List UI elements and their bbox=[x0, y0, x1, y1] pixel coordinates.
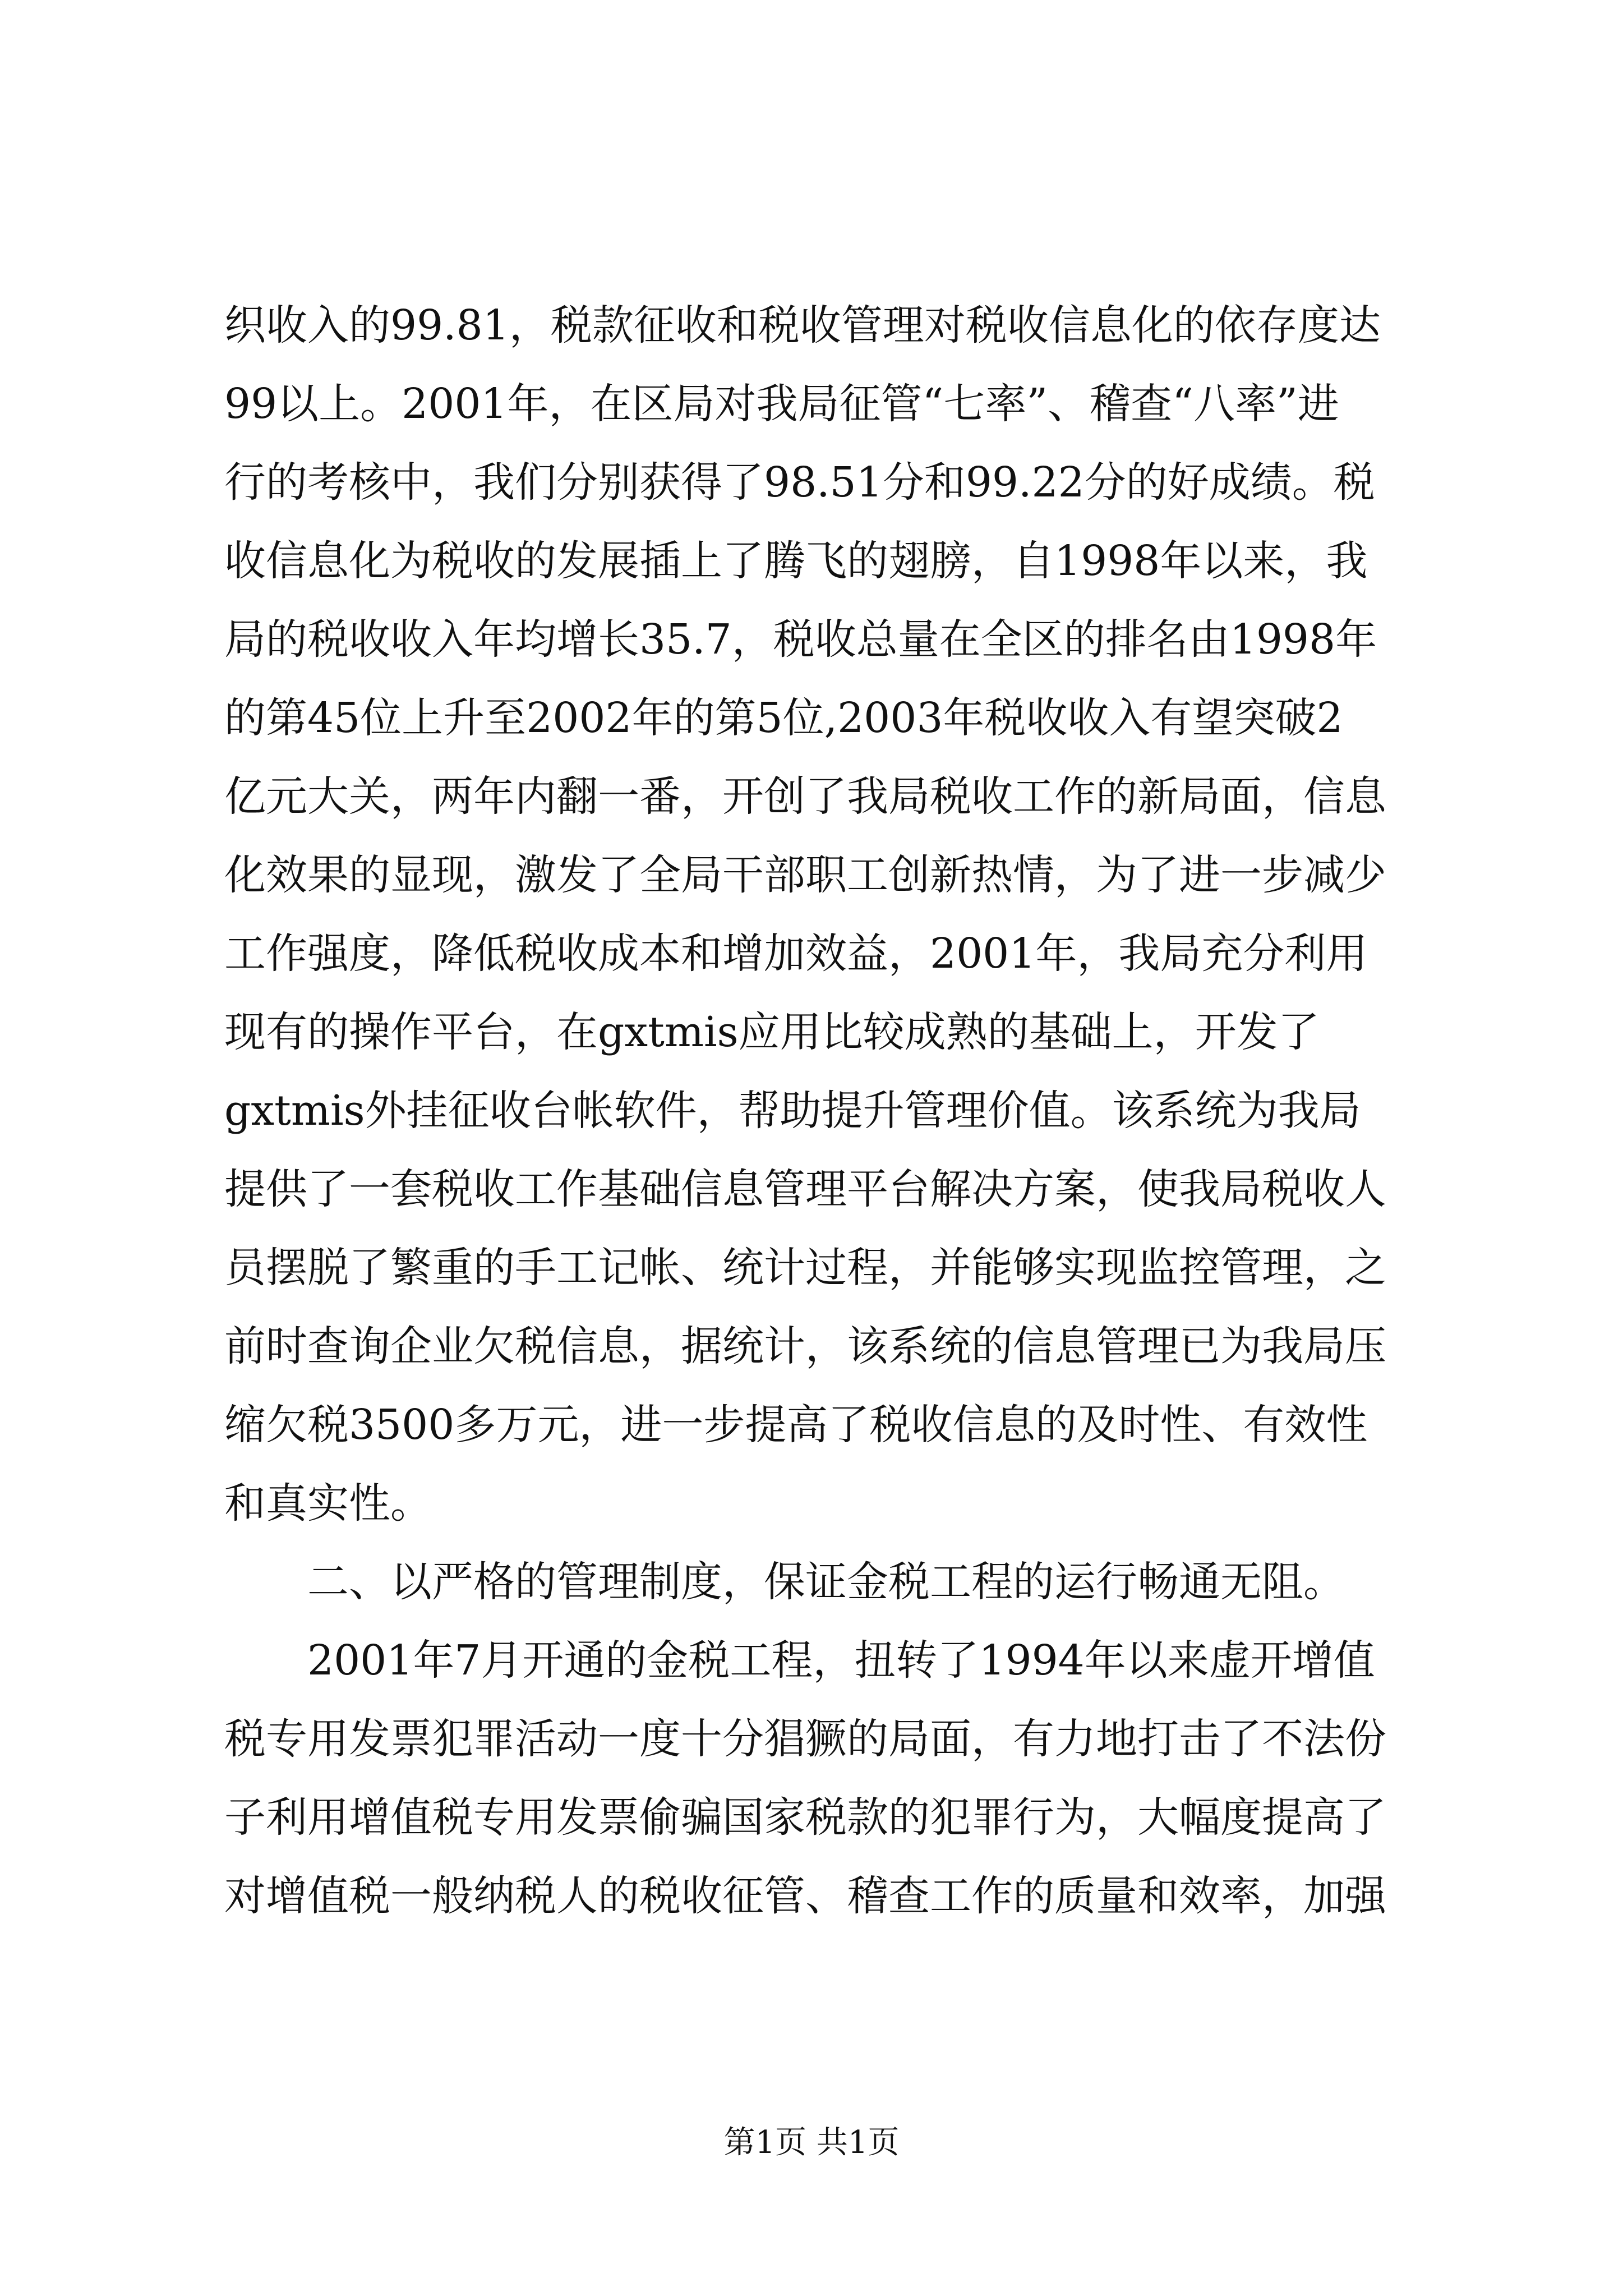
text-line: 的第45位上升至2002年的第5位,2003年税收收入有望突破2 bbox=[224, 694, 1343, 742]
text-line: 缩欠税3500多万元，进一步提高了税收信息的及时性、有效性 bbox=[224, 1401, 1368, 1449]
text-line: 对增值税一般纳税人的税收征管、稽查工作的质量和效率，加强 bbox=[224, 1872, 1386, 1920]
text-line: 员摆脱了繁重的手工记帐、统计过程，并能够实现监控管理，之 bbox=[224, 1244, 1386, 1292]
text-line: 税专用发票犯罪活动一度十分猖獗的局面，有力地打击了不法份 bbox=[224, 1715, 1386, 1763]
text-line: 2001年7月开通的金税工程，扭转了1994年以来虚开增值 bbox=[307, 1636, 1375, 1685]
text-line: 99以上。2001年，在区局对我局征管“七率”、稽查“八率”进 bbox=[224, 380, 1339, 428]
text-line: 提供了一套税收工作基础信息管理平台解决方案，使我局税收人 bbox=[224, 1165, 1386, 1213]
text-line: 化效果的显现，激发了全局干部职工创新热情，为了进一步减少 bbox=[224, 851, 1386, 899]
text-line: 亿元大关，两年内翻一番，开创了我局税收工作的新局面，信息 bbox=[224, 772, 1386, 821]
text-line: 现有的操作平台，在gxtmis应用比较成熟的基础上，开发了 bbox=[224, 1008, 1320, 1056]
text-line: gxtmis外挂征收台帐软件，帮助提升管理价值。该系统为我局 bbox=[224, 1087, 1361, 1135]
text-line: 和真实性。 bbox=[224, 1479, 432, 1527]
text-line: 子利用增值税专用发票偷骗国家税款的犯罪行为，大幅度提高了 bbox=[224, 1793, 1386, 1842]
text-line: 行的考核中，我们分别获得了98.51分和99.22分的好成绩。税 bbox=[224, 458, 1375, 507]
page-footer: 第1页 共1页 bbox=[723, 2124, 900, 2161]
text-line: 织收入的99.81，税款征收和税收管理对税收信息化的依存度达 bbox=[224, 301, 1381, 349]
section-heading: 二、以严格的管理制度，保证金税工程的运行畅通无阻。 bbox=[307, 1558, 1345, 1606]
text-line: 收信息化为税收的发展插上了腾飞的翅膀，自1998年以来，我 bbox=[224, 537, 1368, 585]
text-line: 工作强度，降低税收成本和增加效益，2001年，我局充分利用 bbox=[224, 930, 1368, 978]
text-line: 前时查询企业欠税信息，据统计，该系统的信息管理已为我局压 bbox=[224, 1322, 1386, 1370]
text-line: 局的税收收入年均增长35.7，税收总量在全区的排名由1998年 bbox=[224, 615, 1377, 664]
